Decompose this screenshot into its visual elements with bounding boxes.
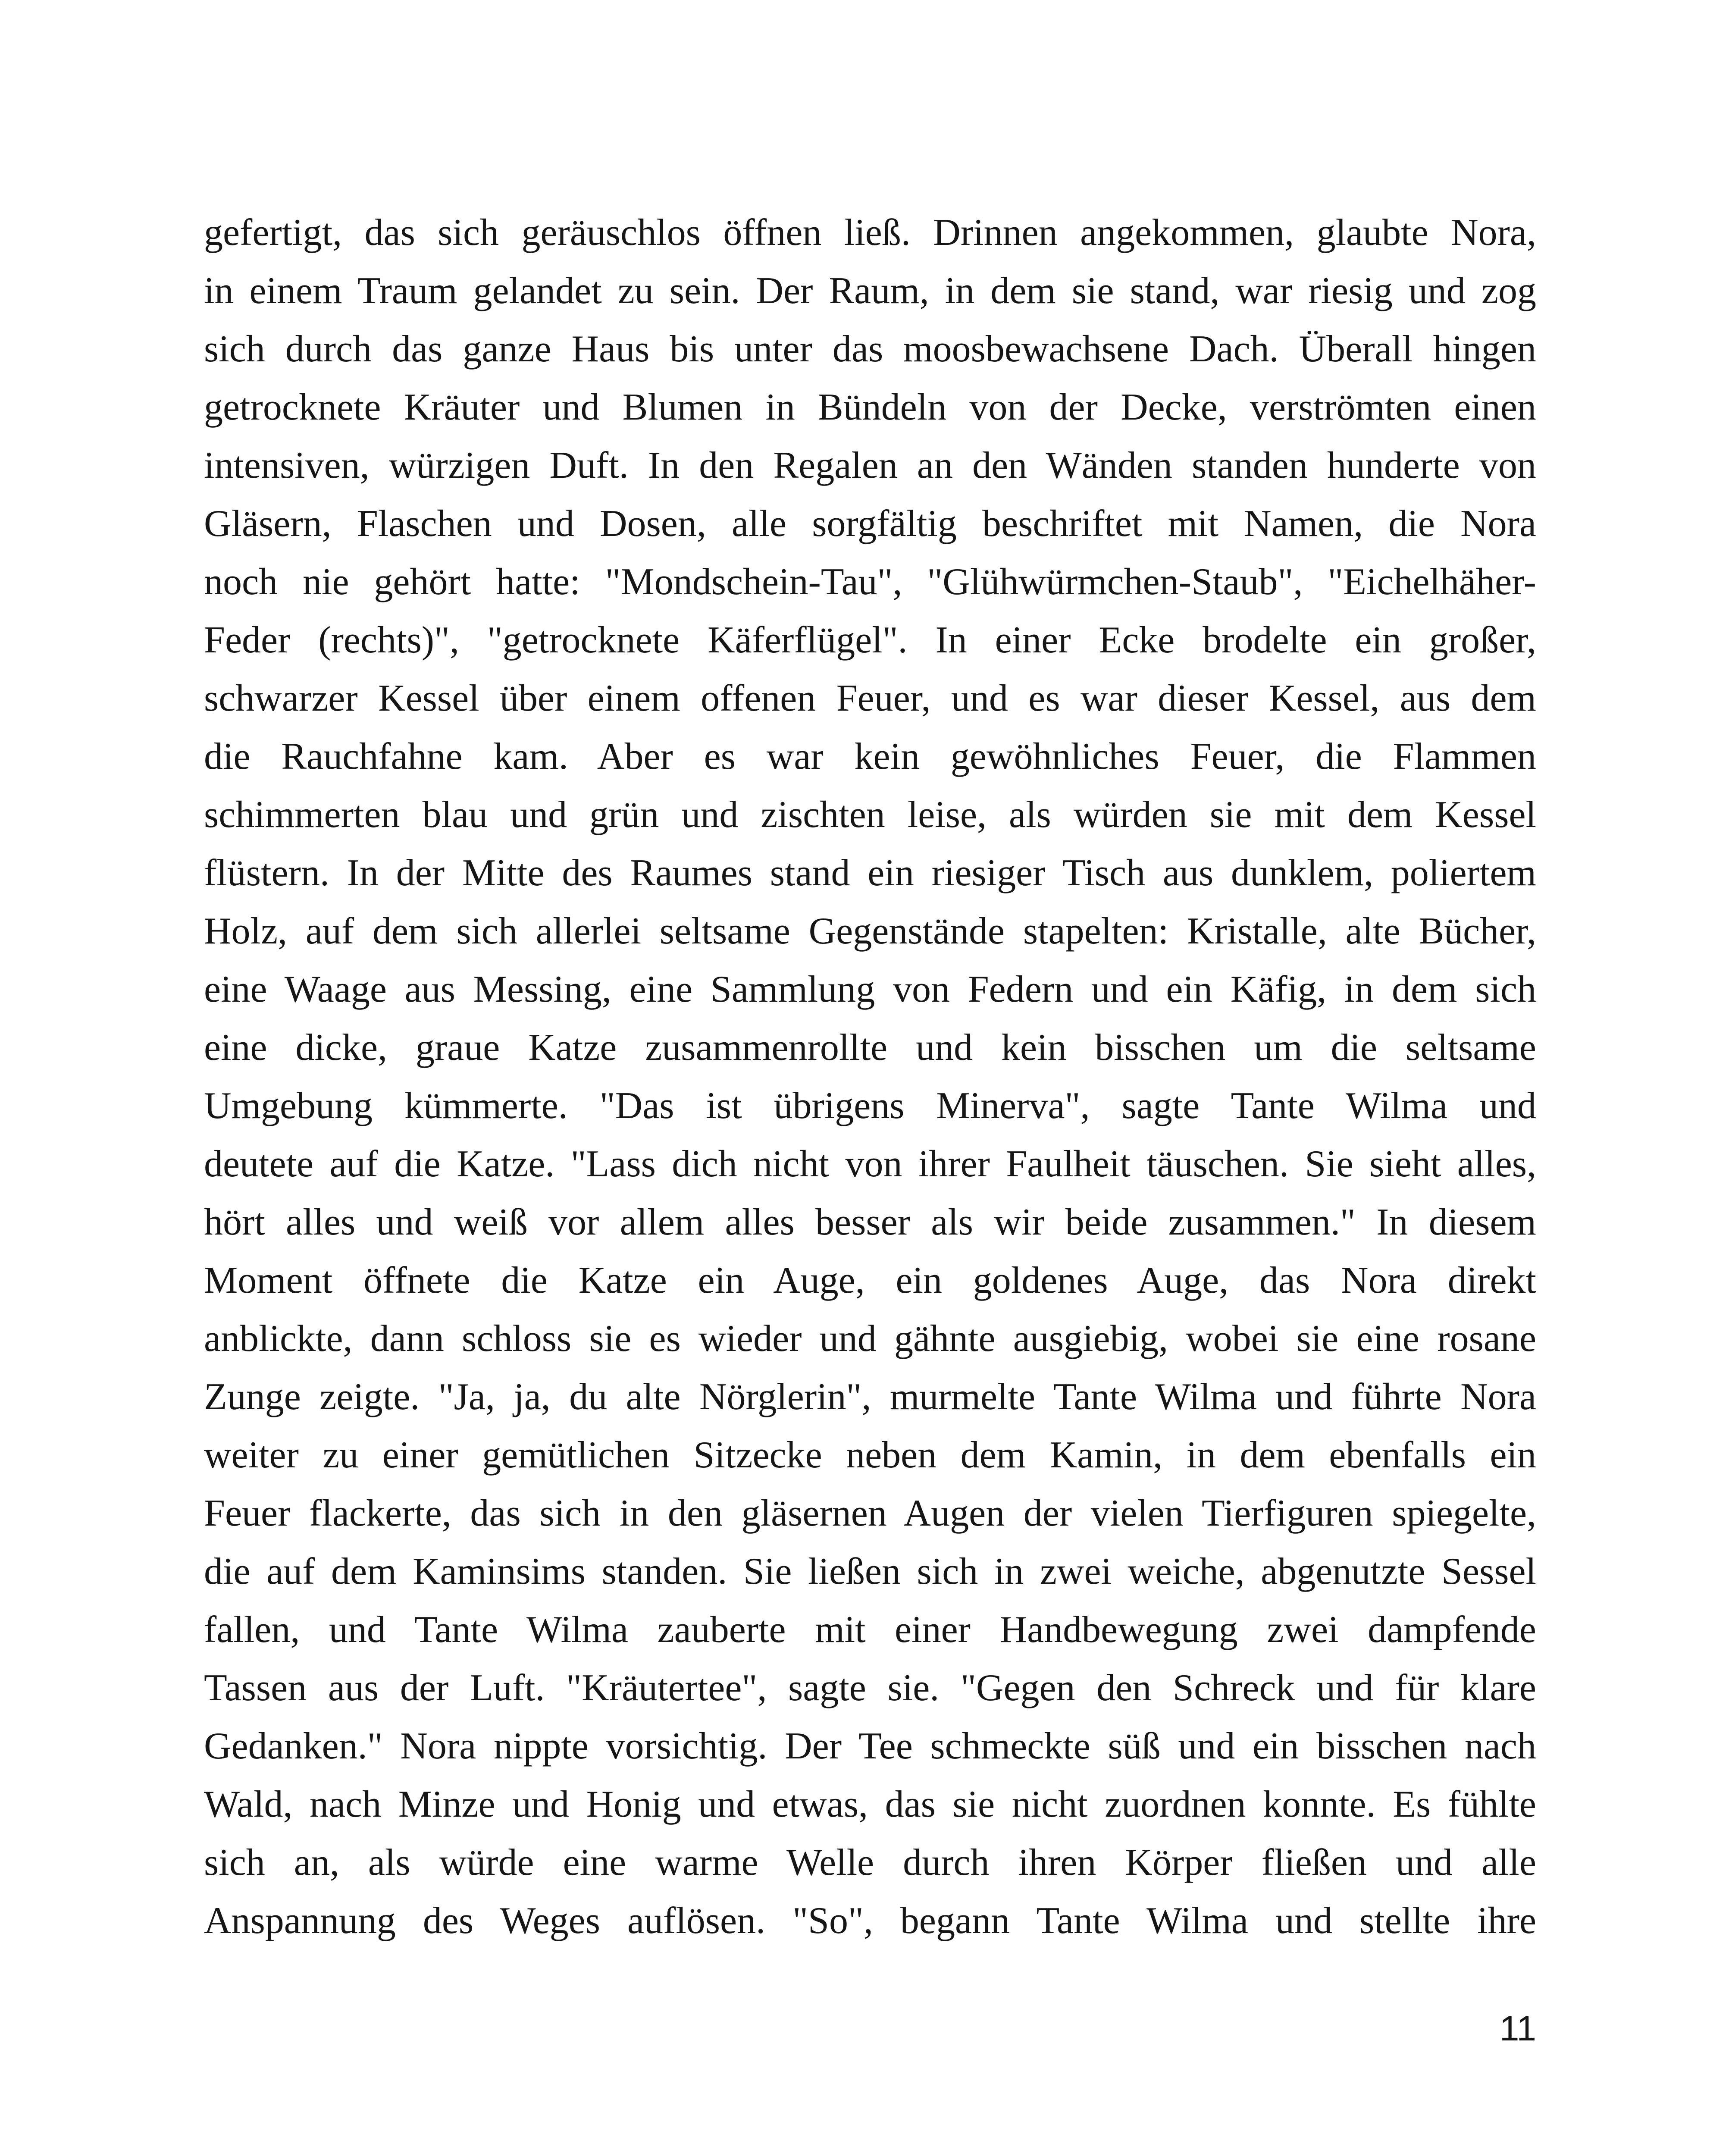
text-line: eine dicke, graue Katze zusammenrollte und kein bisschen um die seltsame	[204, 1027, 1536, 1069]
text-line: weiter zu einer gemütlichen Sitzecke neben dem Kamin, in dem ebenfalls ein	[204, 1434, 1536, 1476]
text-line: Gedanken." Nora nippte vorsichtig. Der Tee schmeckte süß und ein bisschen nach	[204, 1725, 1536, 1767]
text-line: Anspannung des Weges auflösen. "So", begann Tante Wilma und stellte ihre	[204, 1900, 1536, 1942]
text-line: Gläsern, Flaschen und Dosen, alle sorgfältig beschriftet mit Namen, die Nora	[204, 503, 1536, 545]
text-line: noch nie gehört hatte: "Mondschein-Tau", "Glühwürmchen-Staub", "Eichelhäher-	[204, 561, 1536, 603]
text-line: Moment öffnete die Katze ein Auge, ein goldenes Auge, das Nora direkt	[204, 1260, 1536, 1301]
text-line: hört alles und weiß vor allem alles besser als wir beide zusammen." In diesem	[204, 1201, 1536, 1243]
text-line: fallen, und Tante Wilma zauberte mit einer Handbewegung zwei dampfende	[204, 1609, 1536, 1651]
text-line: deutete auf die Katze. "Lass dich nicht von ihrer Faulheit täuschen. Sie sieht alles,	[204, 1143, 1536, 1185]
text-line: Umgebung kümmerte. "Das ist übrigens Minerva", sagte Tante Wilma und	[204, 1085, 1536, 1127]
text-line: die Rauchfahne kam. Aber es war kein gewöhnliches Feuer, die Flammen	[204, 736, 1536, 777]
text-line: schwarzer Kessel über einem offenen Feuer, und es war dieser Kessel, aus dem	[204, 677, 1536, 719]
text-line: Feuer flackerte, das sich in den gläsernen Augen der vielen Tierfiguren spiegelte,	[204, 1492, 1536, 1534]
text-line: sich an, als würde eine warme Welle durch ihren Körper fließen und alle	[204, 1842, 1536, 1883]
text-line: anblickte, dann schloss sie es wieder und gähnte ausgiebig, wobei sie eine rosane	[204, 1318, 1536, 1360]
text-line: Holz, auf dem sich allerlei seltsame Gegenstände stapelten: Kristalle, alte Bücher,	[204, 910, 1536, 952]
page-number: 11	[1499, 2009, 1536, 2048]
text-line: Zunge zeigte. "Ja, ja, du alte Nörglerin", murmelte Tante Wilma und führte Nora	[204, 1376, 1536, 1418]
text-line: in einem Traum gelandet zu sein. Der Raum, in dem sie stand, war riesig und zog	[204, 270, 1536, 312]
text-line: Wald, nach Minze und Honig und etwas, das sie nicht zuordnen konnte. Es fühlte	[204, 1783, 1536, 1825]
text-line: flüstern. In der Mitte des Raumes stand ein riesiger Tisch aus dunklem, poliertem	[204, 852, 1536, 894]
text-line: eine Waage aus Messing, eine Sammlung von Federn und ein Käfig, in dem sich	[204, 968, 1536, 1010]
text-line: Feder (rechts)", "getrocknete Käferflügel". In einer Ecke brodelte ein großer,	[204, 619, 1536, 661]
text-line: die auf dem Kaminsims standen. Sie ließen sich in zwei weiche, abgenutzte Sessel	[204, 1551, 1536, 1592]
text-line: intensiven, würzigen Duft. In den Regalen an den Wänden standen hunderte von	[204, 445, 1536, 486]
text-line: sich durch das ganze Haus bis unter das moosbewachsene Dach. Überall hingen	[204, 328, 1536, 370]
text-line: getrocknete Kräuter und Blumen in Bündeln von der Decke, verströmten einen	[204, 386, 1536, 428]
text-line: schimmerten blau und grün und zischten leise, als würden sie mit dem Kessel	[204, 794, 1536, 836]
text-line: Tassen aus der Luft. "Kräutertee", sagte sie. "Gegen den Schreck und für klare	[204, 1667, 1536, 1709]
text-line: gefertigt, das sich geräuschlos öffnen ließ. Drinnen angekommen, glaubte Nora,	[204, 212, 1536, 254]
body-text	[204, 204, 1536, 1950]
